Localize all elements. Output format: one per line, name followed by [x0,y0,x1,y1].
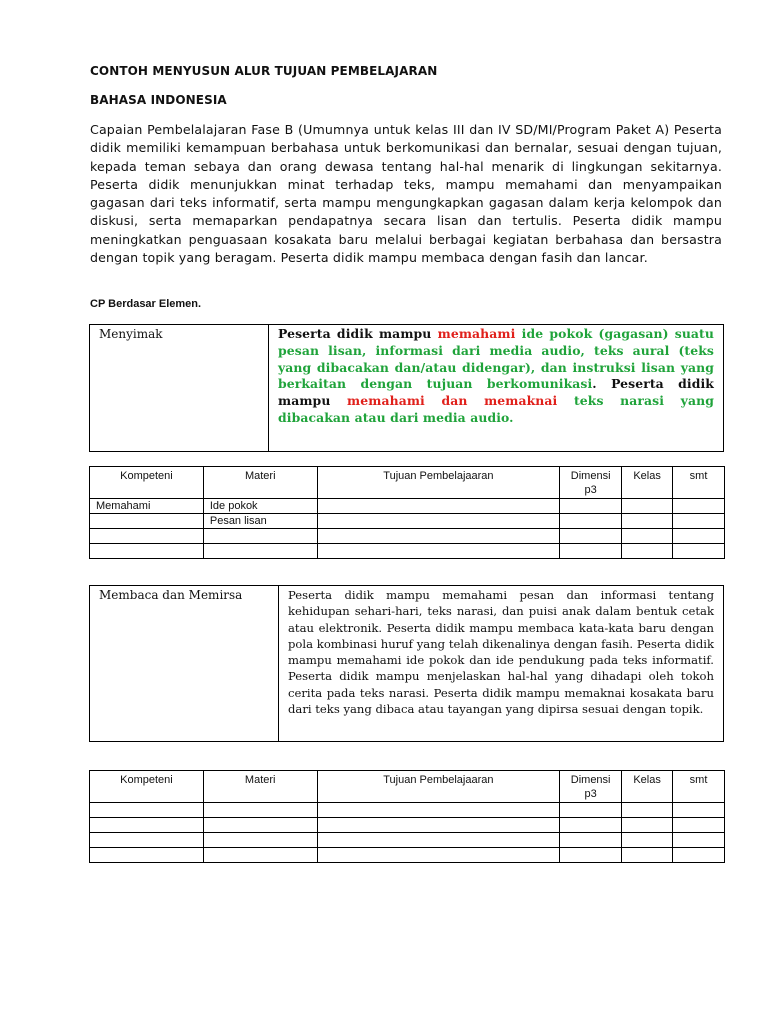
table-cell[interactable] [560,544,622,559]
table-cell[interactable] [317,514,560,529]
table-row [90,848,725,863]
table-cell[interactable] [560,818,622,833]
intro-paragraph: Capaian Pembelalajaran Fase B (Umumnya untuk kelas III dan IV SD/MI/Program Paket A) Peserta didik memiliki kemampuan berbahasa untuk berkomunikasi dan bernalar, sesuai dengan tujuan, kepada teman sebaya dan orang dewasa tentang hal-hal menarik di lingkungan sekitarnya. Peserta didik menunjukkan minat terhadap teks, mampu memahami dan menyampaikan gagasan dari teks informatif, serta mampu mengungkapkan gagasan dalam kerja kelompok dan diskusi, serta memaparkan pendapatnya secara lisan dan tertulis. Peserta didik mampu meningkatkan penguasaan kosakata baru melalui berbagai kegiatan berbahasa dan bersastra dengan topik yang beragam. Peserta didik mampu membaca dengan fasih dan lancar. [90,122,722,266]
table-row [90,544,725,559]
header-smt: smt [673,467,725,499]
table-cell[interactable] [90,803,204,818]
table-cell[interactable] [622,514,673,529]
table-cell[interactable] [622,848,673,863]
text-segment-highlight-red: memahami dan memaknai [347,393,558,409]
table-cell[interactable] [90,514,204,529]
table-cell[interactable] [90,848,204,863]
table-cell[interactable] [317,529,560,544]
table-cell[interactable] [622,818,673,833]
subject-heading: BAHASA INDONESIA [90,93,227,107]
table-cell[interactable] [90,833,204,848]
table-cell[interactable] [90,529,204,544]
header-dimensi: Dimensi p3 [560,771,622,803]
header-kompeteni: Kompeteni [90,771,204,803]
header-smt: smt [673,771,725,803]
table-cell[interactable] [622,529,673,544]
document-title: CONTOH MENYUSUN ALUR TUJUAN PEMBELAJARAN [90,64,438,78]
text-segment-highlight-green: teks narasi yang dibacakan atau dari media audio. [278,393,714,425]
text-segment: . Peserta didik mampu [278,376,714,409]
table-cell[interactable] [317,499,560,514]
header-kompeteni: Kompeteni [90,467,204,499]
table-cell[interactable] [673,529,725,544]
table-cell[interactable] [203,529,317,544]
table-cell[interactable] [90,544,204,559]
header-materi: Materi [203,771,317,803]
table-cell[interactable] [560,499,622,514]
table-cell[interactable] [203,833,317,848]
header-tujuan: Tujuan Pembelajaaran [317,771,560,803]
table-cell[interactable] [673,803,725,818]
table-cell[interactable] [317,848,560,863]
table-cell[interactable] [673,514,725,529]
table-cell[interactable] [560,833,622,848]
header-materi: Materi [203,467,317,499]
table-cell[interactable] [622,499,673,514]
table-cell[interactable] [317,544,560,559]
element-label: Membaca dan Memirsa [90,586,279,742]
table-row [90,818,725,833]
table-cell[interactable] [203,848,317,863]
table-cell[interactable] [317,833,560,848]
table-cell[interactable] [622,803,673,818]
table-cell[interactable] [560,803,622,818]
header-kelas: Kelas [622,467,673,499]
table-cell[interactable] [673,544,725,559]
element-label: Menyimak [90,325,269,452]
table-row [90,514,725,529]
element-description [269,325,724,452]
table-cell[interactable] [203,803,317,818]
text-segment: Peserta didik mampu [278,326,438,341]
table-cell[interactable] [622,544,673,559]
element-box-menyimak [89,324,724,452]
cp-element-label: CP Berdasar Elemen. [90,298,202,310]
table-cell[interactable] [622,833,673,848]
table-cell[interactable] [673,499,725,514]
header-tujuan: Tujuan Pembelajaaran [317,467,560,499]
table-cell[interactable]: Memahami [90,499,204,514]
element-box-membaca-memirsa [89,585,724,742]
table-cell[interactable] [560,529,622,544]
table-cell[interactable] [673,833,725,848]
header-kelas: Kelas [622,771,673,803]
table-cell[interactable] [673,818,725,833]
table-header-row [90,771,725,803]
table-cell[interactable] [560,848,622,863]
table-row [90,499,725,514]
header-dimensi: Dimensi p3 [560,467,622,499]
element-description: Peserta didik mampu memahami pesan dan informasi tentang kehidupan sehari-hari, teks narasi, dan puisi anak dalam bentuk cetak atau elektronik. Peserta didik mampu membaca kata-kata baru dengan pola kombinasi huruf yang telah dikenalinya dengan fasih. Peserta didik mampu memahami ide pokok dan ide pendukung pada teks informatif. Peserta didik mampu menjelaskan hal-hal yang dihadapi oleh tokoh cerita pada teks narasi. Peserta didik mampu memaknai kosakata baru dari teks yang dibaca atau tayangan yang dipirsa sesuai dengan topik. [279,586,724,742]
table-header-row [90,467,725,499]
competency-table-2 [89,770,725,863]
table-cell[interactable]: Pesan lisan [203,514,317,529]
table-cell[interactable] [90,818,204,833]
table-cell[interactable] [203,544,317,559]
table-cell[interactable] [673,848,725,863]
table-row [90,833,725,848]
table-cell[interactable] [317,803,560,818]
text-segment-highlight-red: memahami [437,326,516,341]
text-segment-highlight-green: ide pokok (gagasan) suatu pesan lisan, informasi dari media audio, teks aural (teks yang dibacakan dan/atau didengar), dan instruksi lisan yang berkaitan dengan tujuan berkomunikasi [278,326,714,392]
table-cell[interactable] [203,818,317,833]
table-cell[interactable]: Ide pokok [203,499,317,514]
table-row [90,803,725,818]
table-cell[interactable] [317,818,560,833]
table-cell[interactable] [560,514,622,529]
competency-table-1 [89,466,725,559]
table-row [90,529,725,544]
